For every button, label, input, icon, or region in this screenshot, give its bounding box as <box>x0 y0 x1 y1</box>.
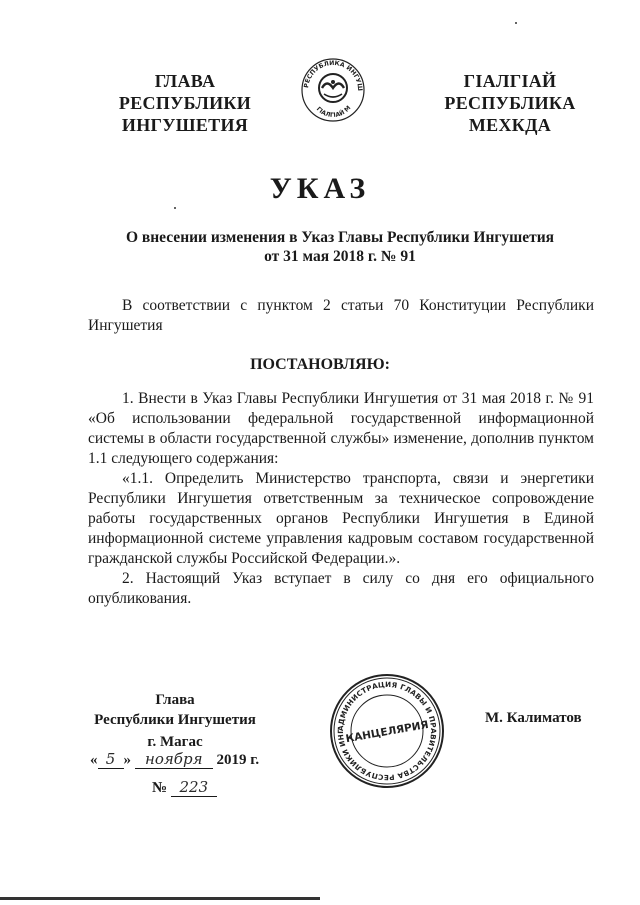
paragraph-2: 2. Настоящий Указ вступает в силу со дня его официального опубликования. <box>88 570 594 607</box>
preamble-text: В соответствии с пунктом 2 статьи 70 Конституции Республики Ингушетия <box>88 297 594 334</box>
document-number-handwritten: 223 <box>171 778 217 797</box>
coat-of-arms-icon <box>300 44 366 134</box>
subject-line-1: О внесении изменения в Указ Главы Республики Ингушетия <box>125 229 555 246</box>
header-right-line-2: РЕСПУБЛИКА <box>444 93 576 113</box>
date-day-handwritten: 5 <box>98 750 124 769</box>
subject-line-2: от 31 мая 2018 г. № 91 <box>264 248 416 265</box>
header-left-line-2: РЕСПУБЛИКИ <box>118 93 252 113</box>
document-subject <box>60 228 620 266</box>
number-line <box>152 778 292 797</box>
scan-speck <box>174 207 176 209</box>
header-left-block <box>95 70 275 136</box>
number-label: № <box>152 780 168 796</box>
date-year: 2019 г. <box>216 752 260 768</box>
svg-text:ГIАЛГIАЙ МОХК: ГIАЛГIАЙ М <box>314 104 353 119</box>
stamp-ring-text: АДМИНИСТРАЦИЯ ГЛАВЫ И ПРАВИТЕЛЬСТВА РЕСПУБЛИКИ ИНГ <box>335 679 439 783</box>
date-line <box>90 750 290 769</box>
stamp-center-text: КАНЦЕЛЯРИЯ <box>344 718 430 746</box>
official-stamp <box>328 672 446 790</box>
date-open-quote: « <box>90 752 98 768</box>
place-of-signing: г. Магас <box>147 734 203 750</box>
signatory-position <box>60 690 290 730</box>
header-right-line-3: МЕХКДА <box>468 115 552 135</box>
header-right-block <box>420 70 600 136</box>
decree-heading: ПОСТАНОВЛЯЮ: <box>250 356 390 373</box>
svg-text:РЕСПУБЛИКА ИНГУШЕТИЯ: РЕСПУБЛИКА ИНГУШ <box>303 59 364 92</box>
paragraph-1-1: «1.1. Определить Министерство транспорта, связи и энергетики Республики Ингушетия ответственным за техническое сопровождение работы государственных органов Республики Ингушетия в Единой информационной системе управления кадровым составом государственной гражданской службы Российской Федерации.». <box>88 470 594 567</box>
document-title: УКАЗ <box>269 172 371 205</box>
signatory-name: М. Калиматов <box>485 710 582 726</box>
scan-speck <box>515 22 517 24</box>
header-right-line-1: ГIАЛГIАЙ <box>463 71 557 91</box>
date-month-handwritten: ноября <box>135 750 213 769</box>
date-close-quote: » <box>123 752 131 768</box>
header-left-line-3: ИНГУШЕТИЯ <box>121 115 249 135</box>
paragraph-1: 1. Внести в Указ Главы Республики Ингушетия от 31 мая 2018 г. № 91 «Об использовании федеральной государственной информационной системы в области государственной службы» изменение, дополнив пунктом 1.1 следующего содержания: <box>88 390 594 467</box>
signatory-position-line-2: Республики Ингушетия <box>94 712 256 728</box>
scan-edge-artifact <box>0 897 320 900</box>
header-left-line-1: ГЛАВА <box>154 71 216 91</box>
signatory-position-line-1: Глава <box>155 692 195 708</box>
